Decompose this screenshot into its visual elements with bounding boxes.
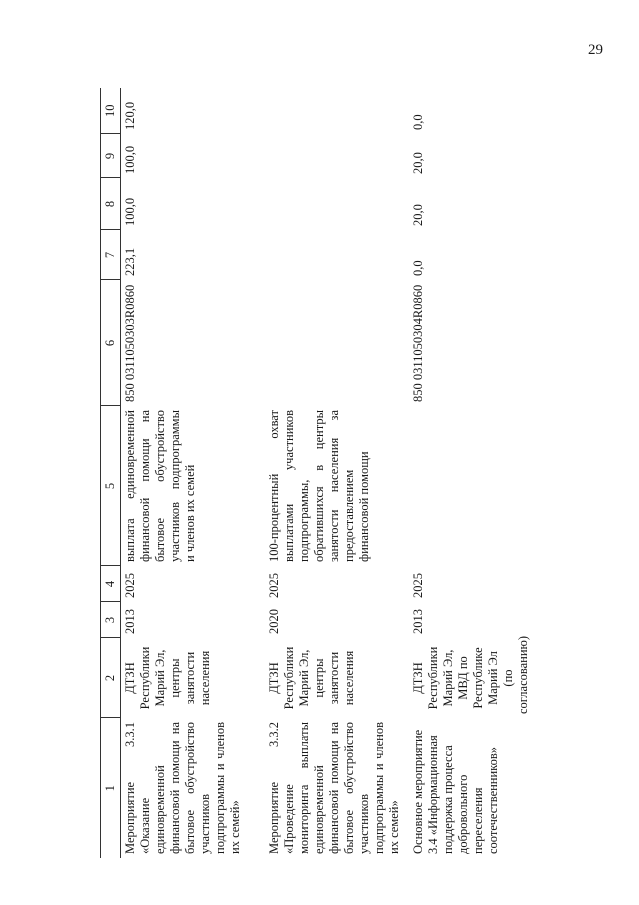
col-header-7: 7 [101, 230, 121, 280]
col-header-5: 5 [101, 406, 121, 566]
col-header-9: 9 [101, 134, 121, 178]
value-col-8: 100,0 [123, 197, 137, 226]
program-table [100, 88, 553, 858]
start-year: 2013 [411, 609, 425, 634]
end-year: 2025 [267, 573, 281, 598]
budget-code: 850 0311050303R0860 [123, 284, 137, 402]
activity-name: Мероприятие 3.3.2 «Проведение мониторинга выплаты единовременной финансовой помощи на бытовое обустройство участников подпрограммы и членов их семей» [267, 722, 401, 854]
value-col-8 [265, 178, 409, 230]
executor: ДТЗН Республики Марий Эл, центры занятости населения [267, 646, 356, 710]
col-header-6: 6 [101, 280, 121, 406]
col-header-1: 1 [101, 718, 121, 858]
value-col-9: 20,0 [411, 152, 425, 174]
end-year: 2025 [123, 573, 137, 598]
col-header-4: 4 [101, 566, 121, 602]
col-header-3: 3 [101, 602, 121, 638]
table-row [121, 88, 266, 858]
value-col-10: 0,0 [411, 114, 425, 130]
value-col-7: 0,0 [411, 260, 425, 276]
expected-result: 100-процентный охват выплатами участников подпрограммы, обратившихся в центры занятости населения за предоставлением финансовой помощи [267, 410, 371, 562]
activity-name: Мероприятие 3.3.1 «Оказание единовременной финансовой помощи на бытовое обустройство участников подпрограммы и членов их семей» [123, 722, 242, 854]
start-year: 2020 [267, 609, 281, 634]
value-col-7 [265, 230, 409, 280]
value-col-8: 20,0 [411, 204, 425, 226]
table-row [409, 88, 553, 858]
col-header-10: 10 [101, 88, 121, 134]
expected-result: выплата единовременной финансовой помощи на бытовое обустройство участников подпрограммы и членов их семей [123, 410, 197, 562]
executor: ДТЗН Республики Марий Эл, центры занятости населения [123, 646, 212, 710]
executor: ДТЗН Республики Марий Эл, МВД по Республике Марий Эл (по согласованию) [411, 635, 530, 714]
expected-result [409, 406, 553, 566]
value-col-10 [265, 88, 409, 134]
activity-name: Основное мероприятие 3.4 «Информационная поддержка процесса добровольного переселения соотечественников» [411, 729, 500, 854]
rotated-table-sheet [100, 88, 600, 858]
budget-code [265, 280, 409, 406]
page-number: 29 [588, 42, 603, 58]
value-col-9: 100,0 [123, 145, 137, 174]
start-year: 2013 [123, 609, 137, 634]
table-row [265, 88, 409, 858]
value-col-10: 120,0 [123, 101, 137, 130]
value-col-9 [265, 134, 409, 178]
column-number-header [101, 88, 121, 858]
budget-code: 850 0311050304R0860 [411, 284, 425, 402]
col-header-8: 8 [101, 178, 121, 230]
end-year: 2025 [411, 573, 425, 598]
col-header-2: 2 [101, 638, 121, 718]
value-col-7: 223,1 [123, 247, 137, 276]
